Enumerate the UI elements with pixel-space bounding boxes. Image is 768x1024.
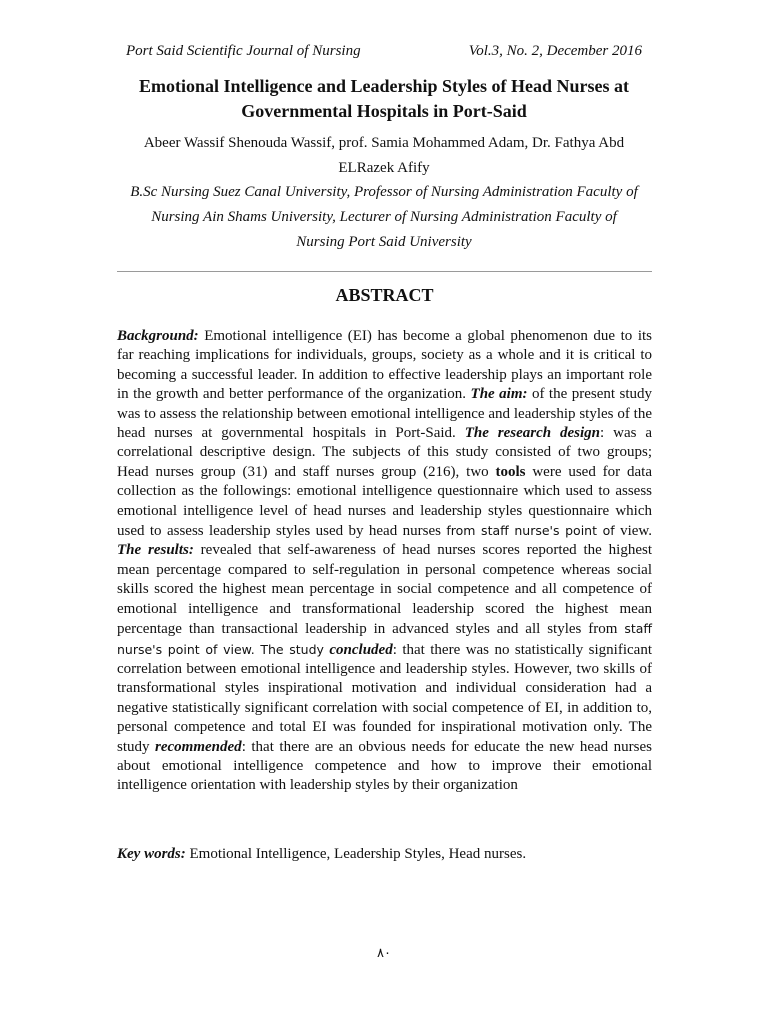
design-label: The research design [464,425,601,442]
background-label: Background: [117,328,199,344]
background-text: Emotional intelligence (EI) has become a global phenomenon due to its far reaching implications for individuals, groups, society as a whole and it is critical to becoming a successful leader. In addition to effective leadership plays an important role in the growth and better performance of the organization. [117,328,652,403]
abstract-text [117,327,652,796]
results-sans-text: staff nurse's point of view. The study [117,621,652,657]
concluded-label: concluded [329,641,393,658]
title-line: Governmental Hospitals in Port-Said [241,101,527,121]
affiliation-line: Nursing Ain Shams University, Lecturer of Nursing Administration Faculty of [151,209,617,225]
tools-text: were used for data collection as the followings: emotional intelligence questionnaire which used to assess emotional intelligence level of head nurses and leadership styles questionnaire which used to assess leadership styles used by head nurses [117,463,652,540]
page-number: ٨٠ [377,946,391,961]
results-text: revealed that self-awareness of head nurses scores reported the highest mean percentage compared to self-regulation in personal competence whereas social skills scored the highest mean percentage in social competence and all competence of emotional intelligence and transformational leadership scored the highest mean percentage than transactional leadership in advanced styles and all styles from [117,542,652,638]
article-title [110,74,658,124]
keywords [117,845,652,864]
concluded-text: : that there was no statistically significant correlation between emotional intelligence and leadership styles. However, two skills of transformational styles inspirational motivation and individual consideration had a negative statistically significant correlation with social competence of EI, in addition to, personal competence and total EI was founded for inspirational motivation only. The study [117,641,652,755]
affiliation-line: B.Sc Nursing Suez Canal University, Professor of Nursing Administration Faculty of [130,184,638,200]
design-text: : was a correlational descriptive design. The subjects of this study consisted of two groups; Head nurses group (31) and staff nurses group (216), two [117,425,652,480]
section-divider [117,271,652,272]
volume-issue: Vol.3, No. 2, December 2016 [468,43,642,59]
tools-sans-text: from staff nurse's point of [446,523,615,539]
author-line: Abeer Wassif Shenouda Wassif, prof. Samia Mohammed Adam, Dr. Fathya Abd [143,135,625,151]
aim-text: of the present study was to assess the relationship between emotional intelligence and leadership styles of the head nurses at governmental hospitals in Port-Said. [117,386,652,442]
author-line: ELRazek Afify [338,160,430,176]
recommended-label: recommended [155,738,242,755]
tools-word: tools [495,463,526,480]
title-line: Emotional Intelligence and Leadership Styles of Head Nurses at [138,76,629,96]
results-label: The results: [117,542,194,559]
tools-text-end: view. [614,523,653,540]
recommended-text: : that there are an obvious needs for educate the new head nurses about emotional intelligence competence and how to improve their emotional intelligence orientation with leadership styles by their organization [117,738,652,794]
aim-label: The aim: [470,386,528,403]
keywords-label: Key words: [117,846,186,862]
author-list [110,131,658,181]
abstract-heading: ABSTRACT [335,285,434,305]
keywords-text: Emotional Intelligence, Leadership Styles, Head nurses. [185,846,527,862]
affiliation-list [110,180,658,255]
affiliation-line: Nursing Port Said University [296,234,472,250]
journal-name: Port Said Scientific Journal of Nursing [126,43,361,59]
